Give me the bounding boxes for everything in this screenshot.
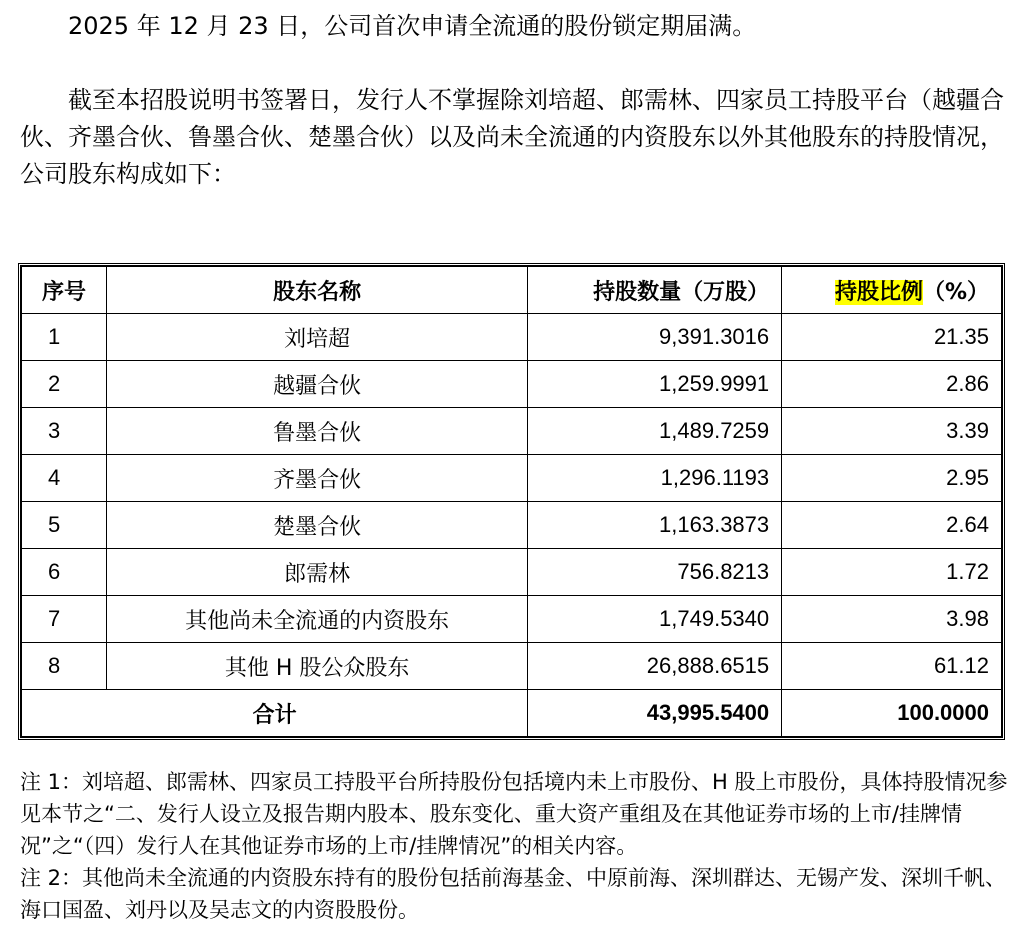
row-index: 4 — [22, 455, 107, 502]
table-row — [22, 549, 1002, 596]
row-ratio: 2.64 — [782, 502, 1002, 549]
table-total-row — [22, 690, 1002, 737]
table-row — [22, 502, 1002, 549]
row-name: 其他 H 股公众股东 — [106, 643, 527, 690]
table-notes — [20, 766, 1012, 926]
row-shares: 1,296.1193 — [528, 455, 782, 502]
row-name: 其他尚未全流通的内资股东 — [106, 596, 527, 643]
row-ratio: 1.72 — [782, 549, 1002, 596]
row-index: 6 — [22, 549, 107, 596]
row-shares: 1,163.3873 — [528, 502, 782, 549]
row-index: 5 — [22, 502, 107, 549]
row-ratio: 21.35 — [782, 314, 1002, 361]
row-index: 1 — [22, 314, 107, 361]
row-ratio: 61.12 — [782, 643, 1002, 690]
shareholder-table — [18, 263, 1005, 740]
row-name: 齐墨合伙 — [106, 455, 527, 502]
table-row — [22, 408, 1002, 455]
table-header-row — [22, 267, 1002, 314]
table-row — [22, 455, 1002, 502]
row-shares: 756.8213 — [528, 549, 782, 596]
table-row — [22, 643, 1002, 690]
row-index: 2 — [22, 361, 107, 408]
row-ratio: 2.86 — [782, 361, 1002, 408]
paragraph-shareholder-intro: 截至本招股说明书签署日，发行人不掌握除刘培超、郎需林、四家员工持股平台（越疆合伙、齐墨合伙、鲁墨合伙、楚墨合伙）以及尚未全流通的内资股东以外其他股东的持股情况，公司股东构成如下： — [20, 86, 1004, 188]
note-1: 注 1：刘培超、郎需林、四家员工持股平台所持股份包括境内未上市股份、H 股上市股份，具体持股情况参见本节之“二、发行人设立及报告期内股本、股东变化、重大资产重组及在其他证券市场的上市/挂牌情况”之“（四）发行人在其他证券市场的上市/挂牌情况”的相关内容。 — [20, 770, 1008, 858]
row-shares: 1,259.9991 — [528, 361, 782, 408]
row-index: 3 — [22, 408, 107, 455]
note-2: 注 2：其他尚未全流通的内资股东持有的股份包括前海基金、中原前海、深圳群达、无锡产发、深圳千帆、海口国盈、刘丹以及吴志文的内资股股份。 — [20, 866, 1007, 922]
row-name: 鲁墨合伙 — [106, 408, 527, 455]
row-index: 8 — [22, 643, 107, 690]
header-index: 序号 — [22, 267, 107, 314]
total-ratio: 100.0000 — [782, 690, 1002, 737]
row-name: 郎需林 — [106, 549, 527, 596]
paragraph-lockup-expiry: 2025 年 12 月 23 日，公司首次申请全流通的股份锁定期届满。 — [68, 12, 757, 40]
total-label: 合计 — [22, 690, 528, 737]
row-shares: 9,391.3016 — [528, 314, 782, 361]
row-ratio: 3.39 — [782, 408, 1002, 455]
row-name: 楚墨合伙 — [106, 502, 527, 549]
header-shares: 持股数量（万股） — [528, 267, 782, 314]
row-ratio: 3.98 — [782, 596, 1002, 643]
row-ratio: 2.95 — [782, 455, 1002, 502]
row-name: 越疆合伙 — [106, 361, 527, 408]
row-shares: 26,888.6515 — [528, 643, 782, 690]
total-shares: 43,995.5400 — [528, 690, 782, 737]
table-row — [22, 596, 1002, 643]
header-ratio — [782, 267, 1002, 314]
row-name: 刘培超 — [106, 314, 527, 361]
table-row — [22, 314, 1002, 361]
header-ratio-highlight: 持股比例 — [834, 279, 923, 305]
header-name: 股东名称 — [106, 267, 527, 314]
row-shares: 1,749.5340 — [528, 596, 782, 643]
row-shares: 1,489.7259 — [528, 408, 782, 455]
header-ratio-unit: （%） — [922, 279, 989, 305]
table-row — [22, 361, 1002, 408]
row-index: 7 — [22, 596, 107, 643]
